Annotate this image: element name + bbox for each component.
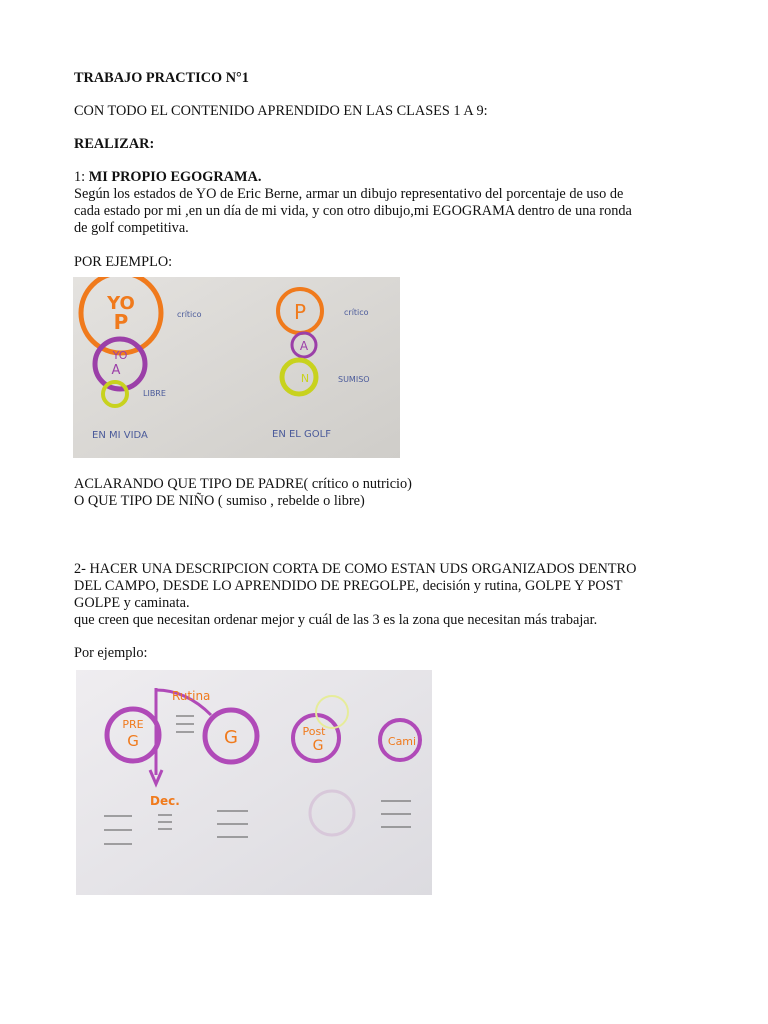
pregolpe-pre-label: PRE bbox=[122, 718, 144, 731]
right-n-label: N bbox=[300, 372, 310, 385]
section1-number: 1: bbox=[74, 169, 89, 185]
section2-line-4: que creen que necesitan ordenar mejor y cuál de las 3 es la zona que necesitan más trabajar. bbox=[74, 612, 598, 628]
clarify-line-1: ACLARANDO QUE TIPO DE PADRE( crítico o nutricio) bbox=[74, 476, 412, 492]
routine-example-photo bbox=[76, 670, 432, 895]
caminata-label: Cami bbox=[387, 735, 417, 748]
golpe-g-label: G bbox=[224, 727, 238, 748]
left-a-label: A bbox=[111, 363, 121, 378]
clarify-line-2: O QUE TIPO DE NIÑO ( sumiso , rebelde o libre) bbox=[74, 493, 365, 509]
left-critico-label: crítico bbox=[177, 310, 202, 319]
left-p-label: P bbox=[113, 310, 129, 334]
section1-body-line-2: cada estado por mi ,en un día de mi vida, y con otro dibujo,mi EGOGRAMA dentro de una ronda bbox=[74, 203, 632, 219]
intro-text: CON TODO EL CONTENIDO APRENDIDO EN LAS CLASES 1 A 9: bbox=[74, 103, 488, 119]
right-caption: EN EL GOLF bbox=[272, 429, 331, 440]
page-title: TRABAJO PRACTICO N°1 bbox=[74, 70, 249, 86]
example-label-1: POR EJEMPLO: bbox=[74, 254, 173, 270]
section1-heading bbox=[74, 169, 261, 186]
right-p-label: P bbox=[293, 300, 307, 324]
left-caption: EN MI VIDA bbox=[92, 430, 148, 441]
rutina-label: Rutina bbox=[172, 689, 211, 703]
egogram-example-photo bbox=[73, 277, 400, 458]
postgolpe-post-label: Post bbox=[302, 725, 326, 738]
left-libre-label: LIBRE bbox=[143, 389, 166, 398]
realizar-heading: REALIZAR: bbox=[74, 136, 155, 152]
postgolpe-g-label: G bbox=[312, 738, 324, 754]
left-yo-label: YO bbox=[107, 293, 135, 314]
section1-body-line-1: Según los estados de YO de Eric Berne, armar un dibujo representativo del porcentaje de uso de bbox=[74, 186, 624, 202]
section1-title: MI PROPIO EGOGRAMA. bbox=[88, 169, 262, 185]
left-yo-a-label: YO bbox=[112, 349, 128, 362]
right-sumiso-label: SUMISO bbox=[338, 375, 370, 384]
right-a-label: A bbox=[299, 339, 309, 353]
pregolpe-g-label: G bbox=[127, 732, 139, 750]
section1-body-line-3: de golf competitiva. bbox=[74, 220, 189, 236]
right-critico-label: crítico bbox=[344, 308, 369, 317]
example-label-2: Por ejemplo: bbox=[74, 645, 148, 661]
decision-label: Dec. bbox=[150, 794, 180, 808]
section2-line-1: 2- HACER UNA DESCRIPCION CORTA DE COMO ESTAN UDS ORGANIZADOS DENTRO bbox=[74, 561, 637, 577]
section2-line-2: DEL CAMPO, DESDE LO APRENDIDO DE PREGOLPE, decisión y rutina, GOLPE Y POST bbox=[74, 578, 623, 594]
section2-line-3: GOLPE y caminata. bbox=[74, 595, 190, 611]
